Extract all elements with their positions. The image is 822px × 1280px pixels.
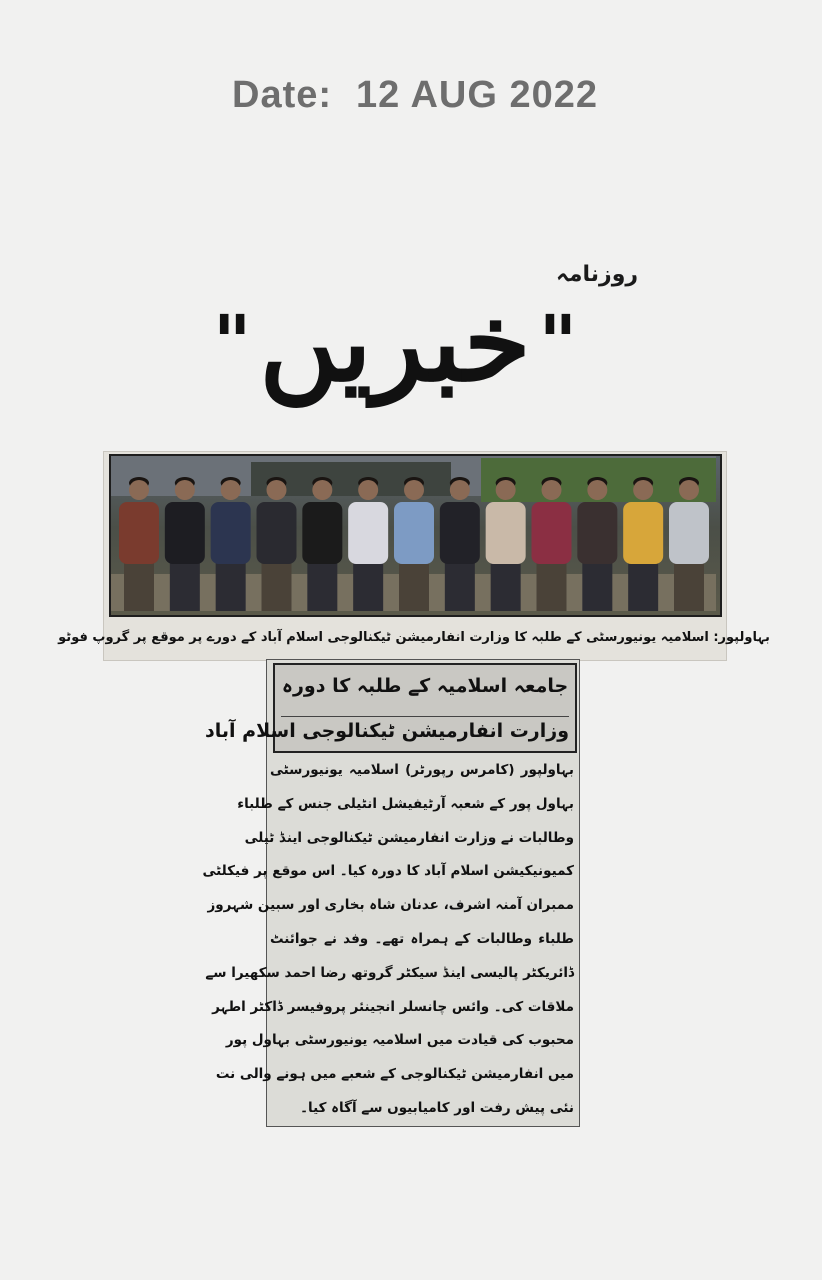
article-subheadline: وزارت انفارمیشن ٹیکنالوجی اسلام آباد bbox=[281, 716, 569, 742]
group-photo bbox=[109, 454, 722, 617]
photo-caption: بہاولپور: اسلامیہ یونیورسٹی کے طلبہ کا وزارت انفارمیشن ٹیکنالوجی اسلام آباد کے دورے پر موقع پر گروپ فوٹو bbox=[58, 629, 770, 645]
article-line: ڈائریکٹر پالیسی اینڈ سیکٹر گروتھ رضا احمد سکھیرا سے bbox=[205, 964, 574, 981]
article-headline-box bbox=[205, 663, 577, 753]
article-line: بہاولپور (کامرس رپورٹر) اسلامیہ یونیورسٹی bbox=[270, 762, 574, 778]
article-line: محبوب کی قیادت میں اسلامیہ یونیورسٹی بہاول پور bbox=[225, 1032, 574, 1049]
article-line: میں انفارمیشن ٹیکنالوجی کے شعبے میں ہونے والی نت bbox=[215, 1066, 574, 1083]
group-photo-image bbox=[111, 456, 716, 611]
article-line: کمیونیکیشن اسلام آباد کا دورہ کیا۔ اس موقع پر فیکلٹی bbox=[202, 863, 574, 880]
person-figure bbox=[257, 477, 297, 611]
article-line: ممبران آمنہ اشرف، عدنان شاہ بخاری اور سبین شہروز bbox=[207, 897, 574, 914]
newspaper-name: خبریں bbox=[259, 280, 531, 406]
article-line: وطالبات نے وزارت انفارمیشن ٹیکنالوجی اینڈ ٹیلی bbox=[244, 829, 574, 846]
date-value: 12 AUG 2022 bbox=[356, 74, 598, 116]
person-figure bbox=[165, 477, 205, 611]
article-body bbox=[202, 758, 574, 1120]
person-figure bbox=[394, 477, 434, 611]
article-headline: جامعہ اسلامیہ کے طلبہ کا دورہ bbox=[281, 674, 569, 697]
person-figure bbox=[348, 477, 388, 611]
person-figure bbox=[440, 477, 480, 611]
article-line: طلباء وطالبات کے ہمراہ تھے۔ وفد نے جوائنٹ bbox=[270, 930, 574, 947]
person-figure bbox=[119, 477, 159, 611]
masthead-quote-open: " bbox=[212, 300, 252, 386]
person-figure bbox=[211, 477, 251, 611]
newspaper-masthead bbox=[210, 268, 580, 418]
date-stamp bbox=[232, 74, 598, 117]
article-line: بہاول پور کے شعبہ آرٹیفیشل انٹیلی جنس کے طلباء bbox=[237, 795, 574, 812]
article-line: ملاقات کی۔ وائس چانسلر انجینئر پروفیسر ڈاکٹر اطہر bbox=[212, 998, 574, 1015]
date-label: Date: bbox=[232, 74, 333, 116]
masthead-subtitle: روزنامہ bbox=[556, 262, 639, 287]
masthead-quote-close: " bbox=[538, 300, 578, 386]
article-line: نئی پیش رفت اور کامیابیوں سے آگاہ کیا۔ bbox=[300, 1099, 574, 1116]
person-figure bbox=[302, 477, 342, 611]
